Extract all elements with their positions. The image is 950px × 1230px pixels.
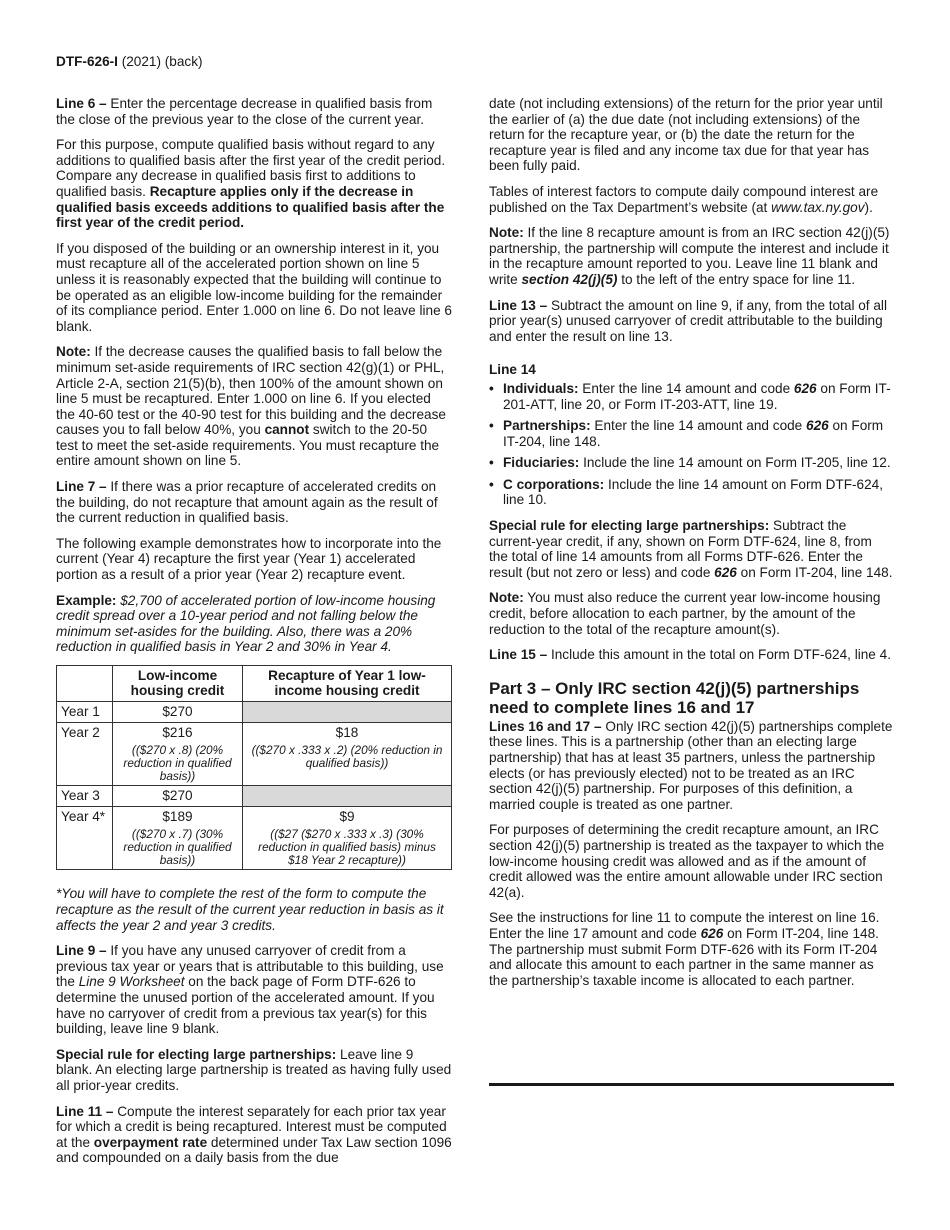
line11-overpayment-rate: overpayment rate <box>93 1134 208 1150</box>
form-id: DTF-626-I <box>56 54 118 69</box>
line14-heading: Line 14 <box>489 362 536 378</box>
line9-worksheet-ref: Line 9 Worksheet <box>78 974 185 990</box>
line13-label: Line 13 – <box>489 297 548 313</box>
bullet-tail: on Form IT-204, line 148. <box>503 418 884 449</box>
line7-paragraph <box>56 479 452 526</box>
compute-bold-text: Recapture applies only if the decrease in qualified basis exceeds additions to qualified basis after the first year of the credit period. <box>56 183 445 231</box>
list-item <box>489 381 894 412</box>
table-cell-year: Year 3 <box>57 786 113 807</box>
credit-value: $270 <box>162 704 193 719</box>
line9-paragraph <box>56 943 452 1037</box>
example-intro-paragraph: The following example demonstrates how to incorporate into the current (Year 4) recapture the first year (Year 1) accelerated portion as a result of a prior year (Year 2) recapture event. <box>56 535 442 583</box>
line9-text-2: on the back page of Form DTF-626 to determine the unused portion of the accelerated amount. If you have no carryover of credit from a previous tax year(s) for this building, leave line 9 blank. <box>56 974 435 1037</box>
note-label: Note: <box>489 225 524 241</box>
table-header-blank <box>57 666 113 702</box>
line11-continued: date (not including extensions) of the return for the prior year until the earlier of (a) the due date (not including extensions) of the return for the recapture year, or (b) the date the return for the recapture year is filed and any income tax due for that year has been fully paid. <box>489 96 883 174</box>
bullet-text: Enter the line 14 amount and code <box>590 418 807 434</box>
line14-list <box>489 381 894 508</box>
left-column <box>56 96 452 1176</box>
list-item <box>489 455 894 471</box>
right-column <box>489 96 894 998</box>
line13-text: Subtract the amount on line 9, if any, from the total of all prior year(s) unused carryover of credit attributable to the building and enter the result on line 13. <box>489 297 887 344</box>
line11-text-1: Compute the interest separately for each prior tax year for which a credit is being recaptured. Interest must be computed at the <box>56 1103 447 1150</box>
list-item <box>489 477 894 508</box>
special-rule-code: 626 <box>714 564 737 580</box>
example-label: Example: <box>56 592 117 608</box>
special-rule-paragraph <box>56 1047 452 1094</box>
recapture-value: $9 <box>339 808 355 824</box>
purposes-paragraph: For purposes of determining the credit recapture amount, an IRC section 42(j)(5) partnership is treated as the taxpayer to which the low-income housing credit was allowed and as if the amount of credit allowed was the entire amount allowable under IRC section 42(a). <box>489 822 885 900</box>
bullet-code: 626 <box>793 380 817 396</box>
page-header <box>56 54 203 70</box>
credit-calculation: (($270 x .8) (20% reduction in qualified basis)) <box>123 743 232 784</box>
lines16-17-text: Only IRC section 42(j)(5) partnerships complete these lines. This is a partnership (other than an electing large partnership) that has at least 35 partners, unless the partnership elects (or has previously elected) not to be treated as an IRC section 42(j)(5) partnership. For purposes of this definition, a married couple is treated as one partner. <box>489 718 893 812</box>
lines16-17-label: Lines 16 and 17 – <box>489 718 602 734</box>
note-text-1: If the decrease causes the qualified basis to fall below the minimum set-aside requirements of IRC section 42(g)(1) or PHL, Article 2-A, section 21(5)(b), then 100% of the amount shown on line 5 must be recaptured. Enter 1.000 on line 6. If you elected the 40-60 test or the 40-90 test for this building and the decrease causes you to fall below 40%, you <box>56 344 446 438</box>
bullet-tail: on Form IT-201-ATT, line 20, or Form IT-203-ATT, line 19. <box>503 380 891 412</box>
note-label: Note: <box>489 590 524 606</box>
bullet-code: 626 <box>806 418 829 434</box>
bullet-text: Include the line 14 amount on Form IT-205, line 12. <box>579 455 891 471</box>
table-row <box>57 722 452 786</box>
note-42j5-paragraph <box>489 225 894 287</box>
line9-text-1: If you have any unused carryover of credit from a previous tax year or years that is attributable to this building, use the <box>56 943 444 990</box>
special-rule-text: Leave line 9 blank. An electing large partnership is treated as having fully used all prior-year credits. <box>56 1046 452 1093</box>
disposed-paragraph: If you disposed of the building or an ownership interest in it, you must recapture all of the accelerated portion shown on line 5 unless it is reasonably expected that the building will continue to be operated as an eligible low-income building for the remainder of its compliance period. Enter 1.000 on line 6. Do not leave line 6 blank. <box>56 240 452 334</box>
table-row <box>57 806 452 870</box>
table-header-row <box>57 666 452 702</box>
recapture-calculation: (($27 ($270 x .333 x .3) (30% reduction in qualified basis) minus $18 Year 2 recapture)) <box>258 827 436 868</box>
line15-label: Line 15 – <box>489 647 548 663</box>
line15-paragraph <box>489 647 894 663</box>
bullet-label: Fiduciaries: <box>503 455 580 471</box>
tables-end: ). <box>864 199 873 215</box>
line7-label: Line 7 – <box>56 479 107 495</box>
credit-value: $270 <box>162 788 193 804</box>
tax-website-link[interactable]: www.tax.ny.gov <box>771 199 865 215</box>
note-cannot: cannot <box>264 422 310 438</box>
table-cell-recapture <box>243 806 452 870</box>
see-text-2: on Form IT-204, line 148. The partnership must submit Form DTF-626 with its Form IT-204 and allocate this amount to each partner in the same manner as the partnership’s taxable income is allocated to each partner. <box>489 925 879 988</box>
line6-label: Line 6 – <box>56 96 107 111</box>
line11-text-2: determined under Tax Law section 1096 and compounded on a daily basis from the due <box>56 1134 452 1166</box>
credit-calculation: (($270 x .7) (30% reduction in qualified basis)) <box>123 827 232 868</box>
line7-text: If there was a prior recapture of accelerated credits on the building, do not recapture that amount again as the result of the current reduction in qualified basis. <box>56 479 438 526</box>
table-header-recapture: Recapture of Year 1 low-income housing credit <box>243 666 452 702</box>
recapture-value: $18 <box>335 724 359 740</box>
note-section-ref: section 42(j)(5) <box>521 271 618 287</box>
bullet-text: Enter the line 14 amount and code <box>578 380 794 396</box>
table-cell-credit <box>113 806 243 870</box>
credit-value: $189 <box>162 808 193 824</box>
tables-paragraph <box>489 184 894 215</box>
compute-paragraph <box>56 137 452 231</box>
bullet-text: Include the line 14 amount on Form DTF-624, line 10. <box>503 476 884 508</box>
end-rule-divider <box>489 1083 894 1086</box>
credit-value: $216 <box>162 724 193 740</box>
bullet-label: C corporations: <box>503 476 605 492</box>
note-text: If the line 8 recapture amount is from an IRC section 42(j)(5) partnership, the partnership will compute the interest and include it in the recapture amount reported to you. Leave line 11 blank and write <box>489 225 890 287</box>
line13-paragraph <box>489 298 894 345</box>
example-text: $2,700 of accelerated portion of low-income housing credit spread over a 10-year period and not falling below the minimum set-asides for the building. Also, there was a 20% reduction in qualified basis in Year 2 and 30% in Year 4. <box>56 592 436 655</box>
compute-text: For this purpose, compute qualified basis without regard to any additions to qualified basis after the first year of the credit period. Compare any decrease in qualified basis first to additions to qualified basis. <box>56 137 446 199</box>
table-cell-year: Year 2 <box>57 722 113 786</box>
note-text: You must also reduce the current year low-income housing credit, before allocation to each partner, by the amount of the reduction to the total of the recapture amount(s). <box>489 590 881 637</box>
special-rule-paragraph <box>489 518 894 580</box>
special-rule-label: Special rule for electing large partnerships: <box>56 1046 337 1062</box>
table-cell-recapture <box>243 722 452 786</box>
recapture-example-table <box>56 665 452 870</box>
example-paragraph <box>56 593 452 655</box>
line11-paragraph <box>56 1104 452 1166</box>
special-rule-text: Subtract the current-year credit, if any, shown on Form DTF-624, line 8, from the total of line 14 amounts from all Forms DTF-626. Enter the result (but not zero or less) and code <box>489 518 872 580</box>
table-cell-credit <box>113 722 243 786</box>
list-item <box>489 418 894 449</box>
table-row <box>57 702 452 723</box>
note-reduce-paragraph <box>489 590 894 637</box>
note-paragraph <box>56 344 452 469</box>
note-label: Note: <box>56 344 91 360</box>
footnote-paragraph: *You will have to complete the rest of the form to compute the recapture as the result of the current year reduction in basis as it affects the year 2 and year 3 credits. <box>56 886 444 933</box>
table-cell-year: Year 4* <box>57 806 113 870</box>
line6-paragraph <box>56 96 452 127</box>
bullet-label: Individuals: <box>503 380 579 396</box>
note-text-2: switch to the 20-50 test to meet the set-aside requirements. You must recapture the entire amount shown on line 5. <box>56 422 440 469</box>
table-cell-credit <box>113 786 243 807</box>
table-cell-recapture-shaded <box>243 786 452 807</box>
see-text-1: See the instructions for line 11 to compute the interest on line 16. Enter the line 17 amount and code <box>489 910 880 941</box>
table-row <box>57 786 452 807</box>
table-cell-year: Year 1 <box>57 702 113 723</box>
see-code: 626 <box>700 925 724 941</box>
table-header-credit: Low-income housing credit <box>113 666 243 702</box>
see-instructions-paragraph <box>489 910 894 988</box>
lines16-17-paragraph <box>489 719 894 813</box>
line6-text: Enter the percentage decrease in qualified basis from the close of the previous year to the close of the current year. <box>56 96 433 127</box>
line9-label: Line 9 – <box>56 943 107 959</box>
tables-text: Tables of interest factors to compute daily compound interest are published on the Tax Department’s website (at <box>489 183 879 215</box>
special-rule-tail: on Form IT-204, line 148. <box>736 564 893 580</box>
form-year-side: (2021) (back) <box>117 54 203 69</box>
bullet-label: Partnerships: <box>503 418 591 434</box>
recapture-calculation: (($270 x .333 x .2) (20% reduction in qualified basis)) <box>251 743 443 771</box>
note-end: to the left of the entry space for line 11. <box>617 271 856 287</box>
line15-text: Include this amount in the total on Form DTF-624, line 4. <box>547 647 891 663</box>
part3-heading: Part 3 – Only IRC section 42(j)(5) partnerships need to complete lines 16 and 17 <box>489 678 860 717</box>
table-cell-credit <box>113 702 243 723</box>
table-cell-recapture-shaded <box>243 702 452 723</box>
line11-label: Line 11 – <box>56 1103 114 1119</box>
special-rule-label: Special rule for electing large partnerships: <box>489 518 770 534</box>
